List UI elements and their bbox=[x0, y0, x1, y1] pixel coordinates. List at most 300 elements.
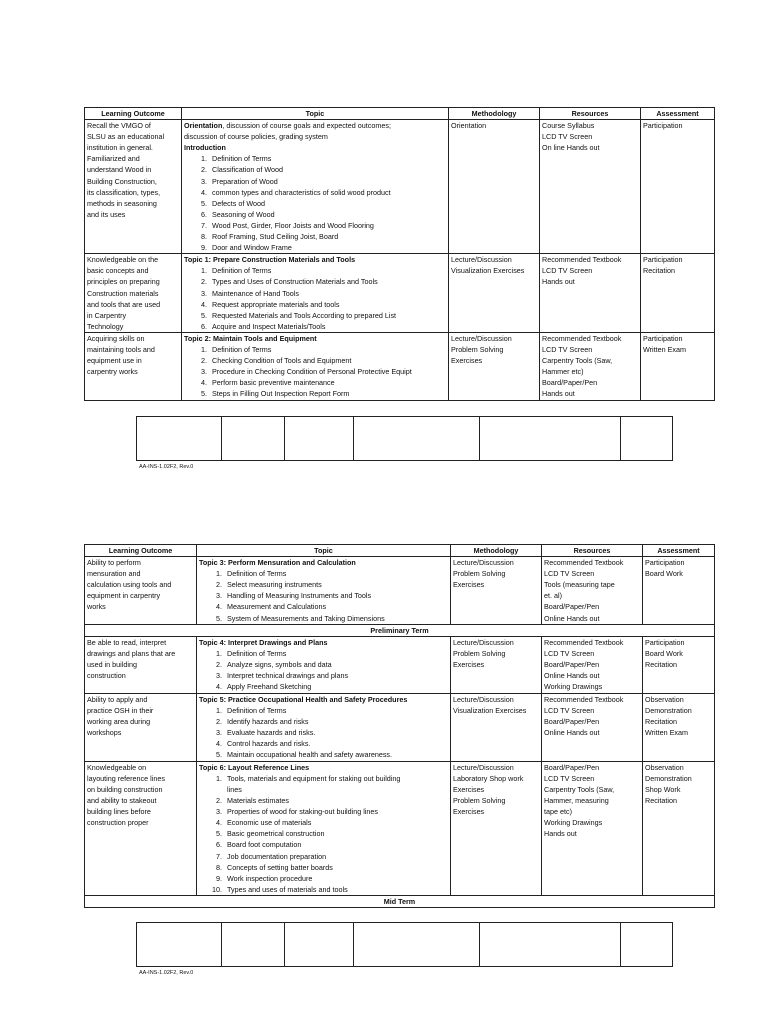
topic-list-item bbox=[184, 377, 446, 388]
cell-line: Exercises bbox=[451, 356, 483, 366]
assessment-cell bbox=[643, 761, 715, 895]
list-item-text: common types and characteristics of solid wood product bbox=[212, 187, 391, 197]
list-item-number: 4. bbox=[216, 739, 222, 749]
cell-line: equipment in carpentry bbox=[87, 591, 161, 601]
topic-list-item bbox=[184, 355, 446, 366]
signature-box-page-2 bbox=[136, 922, 673, 967]
cell-line: Board/Paper/Pen bbox=[544, 716, 600, 726]
signature-cell bbox=[285, 417, 354, 461]
header-learning-outcome: Learning Outcome bbox=[85, 108, 182, 120]
cell-line: Shop Work bbox=[645, 784, 681, 794]
cell-line: mensuration and bbox=[87, 569, 141, 579]
list-item-number: 1. bbox=[201, 266, 207, 276]
cell-line: Participation bbox=[643, 255, 683, 265]
cell-line: LCD TV Screen bbox=[544, 569, 595, 579]
table-row bbox=[85, 254, 715, 333]
topic-list-item bbox=[199, 738, 448, 749]
cell-line: Board/Paper/Pen bbox=[544, 659, 600, 669]
cell-line: working area during bbox=[87, 716, 151, 726]
list-item-number: 2. bbox=[216, 796, 222, 806]
list-item-text: Concepts of setting batter boards bbox=[227, 862, 333, 872]
methodology-cell bbox=[449, 254, 540, 333]
cell-line: On line Hands out bbox=[542, 143, 600, 153]
cell-line: LCD TV Screen bbox=[544, 648, 595, 658]
table-row bbox=[85, 636, 715, 693]
resources-cell bbox=[542, 693, 643, 761]
cell-line: Recitation bbox=[643, 266, 675, 276]
cell-line: works bbox=[87, 602, 106, 612]
topic-list-item bbox=[184, 276, 446, 287]
list-item-text: Control hazards and risks. bbox=[227, 739, 311, 749]
list-item-number: 1. bbox=[216, 705, 222, 715]
cell-line: Construction materials bbox=[87, 288, 159, 298]
resources-cell bbox=[540, 254, 641, 333]
cell-line: tape etc) bbox=[544, 807, 572, 817]
list-item-text: Roof Framing, Stud Ceiling Joist, Board bbox=[212, 232, 339, 242]
header-assessment: Assessment bbox=[641, 108, 715, 120]
cell-line: principles on preparing bbox=[87, 277, 160, 287]
cell-line: Familiarized and bbox=[87, 154, 140, 164]
list-item-number: 1. bbox=[201, 344, 207, 354]
cell-line: Carpentry Tools (Saw, bbox=[542, 356, 613, 366]
list-item-number: 2. bbox=[216, 716, 222, 726]
topic-cell bbox=[182, 332, 449, 400]
topic-list-item bbox=[199, 851, 448, 862]
topic-cell bbox=[197, 557, 451, 625]
form-code: AA-INS-1.02F2, Rev.0 bbox=[139, 464, 194, 470]
cell-line: Online Hands out bbox=[544, 613, 600, 623]
cell-line: Observation bbox=[645, 694, 684, 704]
list-item-text: Requested Materials and Tools According to prepared List bbox=[212, 310, 397, 320]
topic-heading bbox=[199, 557, 448, 568]
topic-list-item bbox=[184, 388, 446, 399]
methodology-cell bbox=[449, 332, 540, 400]
topic-cell bbox=[197, 693, 451, 761]
outcome-cell bbox=[85, 636, 197, 693]
cell-line: workshops bbox=[87, 728, 122, 738]
topic-list-item bbox=[199, 773, 448, 784]
list-item-text: Types and uses of materials and tools bbox=[227, 884, 348, 894]
list-item-number: 2. bbox=[216, 580, 222, 590]
cell-line: LCD TV Screen bbox=[542, 344, 593, 354]
cell-line: construction proper bbox=[87, 818, 149, 828]
list-item-text: Classification of Wood bbox=[212, 165, 283, 175]
cell-line: and ability to stakeout bbox=[87, 796, 157, 806]
topic-list-item bbox=[184, 265, 446, 276]
topic-list-item bbox=[184, 198, 446, 209]
list-item-number: 5. bbox=[201, 310, 207, 320]
cell-line: Demonstration bbox=[645, 773, 692, 783]
topic-list-item bbox=[199, 681, 448, 692]
cell-line: Lecture/Discussion bbox=[453, 762, 514, 772]
cell-line: Board Work bbox=[645, 569, 683, 579]
list-item-number: 5. bbox=[216, 829, 222, 839]
resources-cell bbox=[540, 120, 641, 254]
list-item-text: Definition of Terms bbox=[227, 569, 287, 579]
cell-line: Board/Paper/Pen bbox=[544, 602, 600, 612]
list-item-number: 3. bbox=[201, 176, 207, 186]
cell-line: Hammer etc) bbox=[542, 367, 584, 377]
topic-cell bbox=[182, 254, 449, 333]
cell-line: Written Exam bbox=[645, 728, 689, 738]
cell-line: methods in seasoning bbox=[87, 198, 157, 208]
signature-cell bbox=[621, 923, 673, 967]
list-item-text: Steps in Filling Out Inspection Report Form bbox=[212, 389, 350, 399]
list-item-number: 3. bbox=[216, 807, 222, 817]
cell-line: building lines before bbox=[87, 807, 151, 817]
list-item-number: 4. bbox=[216, 602, 222, 612]
cell-line: carpentry works bbox=[87, 367, 138, 377]
topic-heading-text: Topic 5: Practice Occupational Health and Safety Procedures bbox=[199, 694, 408, 704]
topic-list-item bbox=[199, 568, 448, 579]
cell-line: Working Drawings bbox=[544, 682, 603, 692]
topic-heading bbox=[184, 254, 446, 265]
cell-line: Hands out bbox=[542, 389, 575, 399]
signature-cell bbox=[137, 923, 222, 967]
cell-line: Online Hands out bbox=[544, 671, 600, 681]
methodology-cell bbox=[451, 761, 542, 895]
cell-line: Recall the VMGO of bbox=[87, 121, 151, 131]
list-item-text: Checking Condition of Tools and Equipment bbox=[212, 356, 352, 366]
topic-list-item bbox=[199, 749, 448, 760]
topic-heading bbox=[184, 333, 446, 344]
cell-line: Technology bbox=[87, 321, 124, 331]
topic-heading-text: Topic 2: Maintain Tools and Equipment bbox=[184, 333, 317, 343]
cell-line: and tools that are used bbox=[87, 299, 161, 309]
topic-list-item bbox=[184, 220, 446, 231]
list-item-text: Work inspection procedure bbox=[227, 873, 313, 883]
resources-cell bbox=[540, 332, 641, 400]
list-item-text: Evaluate hazards and risks. bbox=[227, 728, 316, 738]
cell-line: Recitation bbox=[645, 659, 677, 669]
resources-cell bbox=[542, 636, 643, 693]
header-resources: Resources bbox=[540, 108, 641, 120]
cell-line: Recommended Textbook bbox=[542, 333, 622, 343]
cell-line: Participation bbox=[645, 637, 685, 647]
list-item-number: 10. bbox=[212, 884, 222, 894]
list-item-text: Maintenance of Hand Tools bbox=[212, 288, 299, 298]
assessment-cell bbox=[641, 254, 715, 333]
topic-list-item bbox=[199, 828, 448, 839]
cell-line: calculation using tools and bbox=[87, 580, 172, 590]
list-item-text: Definition of Terms bbox=[212, 266, 272, 276]
list-item-text: Perform basic preventive maintenance bbox=[212, 378, 335, 388]
assessment-cell bbox=[643, 693, 715, 761]
header-assessment: Assessment bbox=[643, 545, 715, 557]
cell-line: basic concepts and bbox=[87, 266, 149, 276]
cell-line: maintaining tools and bbox=[87, 344, 155, 354]
topic-list-item bbox=[184, 366, 446, 377]
cell-line: Ability to perform bbox=[87, 558, 141, 568]
outcome-cell bbox=[85, 120, 182, 254]
list-item-text: Door and Window Frame bbox=[212, 243, 292, 253]
cell-line: Acquiring skills on bbox=[87, 333, 145, 343]
cell-line: Lecture/Discussion bbox=[453, 637, 514, 647]
signature-cell bbox=[137, 417, 222, 461]
topic-heading-text: , discussion of course goals and expected outcomes; bbox=[222, 121, 391, 131]
cell-line: Board Work bbox=[645, 648, 683, 658]
table-row bbox=[85, 557, 715, 625]
cell-line: Lecture/Discussion bbox=[451, 255, 512, 265]
list-item-number: 2. bbox=[201, 165, 207, 175]
topic-list-item bbox=[184, 242, 446, 253]
list-item-text: Select measuring instruments bbox=[227, 580, 322, 590]
list-item-number: 2. bbox=[216, 659, 222, 669]
topic-heading bbox=[199, 762, 448, 773]
topic-heading-text: Topic 1: Prepare Construction Materials and Tools bbox=[184, 255, 356, 265]
cell-line: in Carpentry bbox=[87, 310, 127, 320]
signature-cell bbox=[222, 923, 285, 967]
cell-line: Hammer, measuring bbox=[544, 796, 609, 806]
list-item-number: 4. bbox=[201, 299, 207, 309]
cell-line: Recommended Textbook bbox=[544, 558, 624, 568]
cell-line: Knowledgeable on bbox=[87, 762, 147, 772]
topic-heading bbox=[184, 120, 446, 131]
topic-list-item bbox=[184, 288, 446, 299]
outcome-cell bbox=[85, 332, 182, 400]
cell-line: Orientation bbox=[451, 121, 487, 131]
cell-line: Demonstration bbox=[645, 705, 692, 715]
list-item-text: Request appropriate materials and tools bbox=[212, 299, 340, 309]
assessment-cell bbox=[643, 636, 715, 693]
topic-list-item bbox=[199, 648, 448, 659]
methodology-cell bbox=[449, 120, 540, 254]
cell-line: Recommended Textbook bbox=[542, 255, 622, 265]
topic-list-item bbox=[184, 310, 446, 321]
cell-line: Written Exam bbox=[643, 344, 687, 354]
topic-list-item bbox=[199, 716, 448, 727]
table-row bbox=[85, 761, 715, 895]
preliminary-term-label: Preliminary Term bbox=[85, 624, 715, 636]
list-item-number: 6. bbox=[216, 840, 222, 850]
topic-list-item bbox=[199, 579, 448, 590]
cell-line: Working Drawings bbox=[544, 818, 603, 828]
term-row bbox=[85, 624, 715, 636]
cell-line: Knowledgeable on the bbox=[87, 255, 159, 265]
signature-cell bbox=[222, 417, 285, 461]
cell-line: Board/Paper/Pen bbox=[542, 378, 598, 388]
list-item-text: Definition of Terms bbox=[212, 154, 272, 164]
assessment-cell bbox=[641, 120, 715, 254]
list-item-text: Definition of Terms bbox=[227, 705, 287, 715]
syllabus-table-page-2 bbox=[84, 544, 715, 908]
table-row bbox=[85, 332, 715, 400]
methodology-cell bbox=[451, 636, 542, 693]
header-learning-outcome: Learning Outcome bbox=[85, 545, 197, 557]
cell-line: Recitation bbox=[645, 716, 677, 726]
list-item-number: 8. bbox=[216, 862, 222, 872]
cell-line: Ability to apply and bbox=[87, 694, 148, 704]
topic-list-item bbox=[199, 873, 448, 884]
list-item-text: Board foot computation bbox=[227, 840, 302, 850]
cell-line: Problem Solving bbox=[453, 796, 506, 806]
list-item-text: Materials estimates bbox=[227, 796, 289, 806]
list-item-number: 3. bbox=[216, 728, 222, 738]
cell-line: Exercises bbox=[453, 807, 485, 817]
topic-list-item bbox=[184, 231, 446, 242]
list-item-text: Handling of Measuring Instruments and Tools bbox=[227, 591, 372, 601]
topic-list-item bbox=[199, 670, 448, 681]
list-item-number: 4. bbox=[201, 187, 207, 197]
signature-box-page-1 bbox=[136, 416, 673, 461]
list-item-number: 8. bbox=[201, 232, 207, 242]
methodology-cell bbox=[451, 693, 542, 761]
cell-line: LCD TV Screen bbox=[542, 266, 593, 276]
list-item-text: Procedure in Checking Condition of Personal Protective Equipt bbox=[212, 367, 412, 377]
cell-line: Problem Solving bbox=[451, 344, 504, 354]
list-item-text: Basic geometrical construction bbox=[227, 829, 325, 839]
outcome-cell bbox=[85, 557, 197, 625]
list-item-number: 1. bbox=[216, 569, 222, 579]
list-item-text: Identify hazards and risks bbox=[227, 716, 309, 726]
list-item-text: Economic use of materials bbox=[227, 818, 312, 828]
cell-line: practice OSH in their bbox=[87, 705, 154, 715]
list-item-text: Tools, materials and equipment for staking out building bbox=[227, 773, 401, 783]
list-item-text: Job documentation preparation bbox=[227, 851, 327, 861]
cell-line: Recommended Textbook bbox=[544, 637, 624, 647]
cell-line: SLSU as an educational bbox=[87, 132, 165, 142]
cell-line: Participation bbox=[645, 558, 685, 568]
topic-cell bbox=[197, 761, 451, 895]
header-resources: Resources bbox=[542, 545, 643, 557]
cell-line: Visualization Exercises bbox=[451, 266, 525, 276]
table-row bbox=[85, 693, 715, 761]
cell-line: Exercises bbox=[453, 659, 485, 669]
topic-list-item bbox=[199, 590, 448, 601]
cell-line: Recitation bbox=[645, 796, 677, 806]
cell-line: Problem Solving bbox=[453, 648, 506, 658]
list-item-text: Defects of Wood bbox=[212, 198, 266, 208]
list-item-number: 1. bbox=[201, 154, 207, 164]
cell-line: Carpentry Tools (Saw, bbox=[544, 784, 615, 794]
outcome-cell bbox=[85, 693, 197, 761]
cell-line: Recommended Textbook bbox=[544, 694, 624, 704]
cell-line: equipment use in bbox=[87, 356, 142, 366]
list-item-number: 5. bbox=[216, 750, 222, 760]
list-item-number: 9. bbox=[201, 243, 207, 253]
topic-list-item bbox=[199, 601, 448, 612]
topic-list-item bbox=[184, 164, 446, 175]
cell-line: construction bbox=[87, 671, 126, 681]
cell-line: Participation bbox=[643, 121, 683, 131]
cell-line: Hands out bbox=[544, 829, 577, 839]
cell-line: LCD TV Screen bbox=[542, 132, 593, 142]
topic-heading-text: Topic 3: Perform Mensuration and Calculation bbox=[199, 558, 356, 568]
cell-line: used in building bbox=[87, 659, 137, 669]
list-item-number: 3. bbox=[216, 591, 222, 601]
topic-list-item bbox=[199, 705, 448, 716]
topic-list-item bbox=[199, 784, 448, 795]
cell-line: Hands out bbox=[542, 277, 575, 287]
cell-line: Exercises bbox=[453, 784, 485, 794]
cell-line: understand Wood in bbox=[87, 165, 152, 175]
list-item-text: System of Measurements and Taking Dimensions bbox=[227, 613, 385, 623]
cell-line: Course Syllabus bbox=[542, 121, 595, 131]
assessment-cell bbox=[643, 557, 715, 625]
signature-cell bbox=[285, 923, 354, 967]
cell-line: drawings and plans that are bbox=[87, 648, 176, 658]
cell-line: layouting reference lines bbox=[87, 773, 165, 783]
list-item-text: Wood Post, Girder, Floor Joists and Wood Flooring bbox=[212, 220, 374, 230]
topic-heading-text: Introduction bbox=[184, 143, 226, 153]
outcome-cell bbox=[85, 761, 197, 895]
assessment-cell bbox=[641, 332, 715, 400]
header-methodology: Methodology bbox=[451, 545, 542, 557]
list-item-text: Analyze signs, symbols and data bbox=[227, 659, 332, 669]
cell-line: Problem Solving bbox=[453, 569, 506, 579]
cell-line: Laboratory Shop work bbox=[453, 773, 524, 783]
cell-line: Lecture/Discussion bbox=[453, 558, 514, 568]
topic-list-item bbox=[199, 862, 448, 873]
list-item-text: Apply Freehand Sketching bbox=[227, 682, 312, 692]
cell-line: Board/Paper/Pen bbox=[544, 762, 600, 772]
list-item-number: 7. bbox=[216, 851, 222, 861]
list-item-number: 2. bbox=[201, 356, 207, 366]
topic-list-item bbox=[199, 817, 448, 828]
cell-line: institution in general. bbox=[87, 143, 153, 153]
signature-cell bbox=[354, 923, 480, 967]
syllabus-table-page-1 bbox=[84, 107, 715, 401]
cell-line: Online Hands out bbox=[544, 728, 600, 738]
topic-list-item bbox=[199, 795, 448, 806]
list-item-number: 3. bbox=[201, 288, 207, 298]
topic-heading-text: discussion of course policies, grading system bbox=[184, 132, 328, 142]
cell-line: and its uses bbox=[87, 209, 126, 219]
list-item-text: Definition of Terms bbox=[227, 648, 287, 658]
signature-cell bbox=[354, 417, 480, 461]
list-item-number: 9. bbox=[216, 873, 222, 883]
header-topic: Topic bbox=[182, 108, 449, 120]
list-item-text: Definition of Terms bbox=[212, 344, 272, 354]
list-item-number: 3. bbox=[201, 367, 207, 377]
table-row bbox=[85, 120, 715, 254]
signature-cell bbox=[621, 417, 673, 461]
cell-line: LCD TV Screen bbox=[544, 705, 595, 715]
cell-line: its classification, types, bbox=[87, 187, 161, 197]
list-item-number: 1. bbox=[216, 773, 222, 783]
topic-list-item bbox=[184, 209, 446, 220]
topic-heading bbox=[184, 131, 446, 142]
methodology-cell bbox=[451, 557, 542, 625]
list-item-number: 6. bbox=[201, 209, 207, 219]
mid-term-label: Mid Term bbox=[85, 895, 715, 907]
list-item-text: Seasoning of Wood bbox=[212, 209, 275, 219]
cell-line: et. al) bbox=[544, 591, 562, 601]
topic-list-item bbox=[184, 344, 446, 355]
topic-list-item bbox=[199, 659, 448, 670]
topic-list-item bbox=[184, 299, 446, 310]
topic-heading bbox=[199, 694, 448, 705]
topic-list-item bbox=[184, 187, 446, 198]
cell-line: Observation bbox=[645, 762, 684, 772]
list-item-text: Properties of wood for staking-out building lines bbox=[227, 807, 379, 817]
outcome-cell bbox=[85, 254, 182, 333]
topic-list-item bbox=[199, 727, 448, 738]
list-item-number: 5. bbox=[201, 389, 207, 399]
cell-line: Lecture/Discussion bbox=[453, 694, 514, 704]
topic-heading-text: Topic 4: Interpret Drawings and Plans bbox=[199, 637, 328, 647]
cell-line: Exercises bbox=[453, 580, 485, 590]
cell-line: Participation bbox=[643, 333, 683, 343]
cell-line: Be able to read, interpret bbox=[87, 637, 167, 647]
list-item-number: 4. bbox=[216, 818, 222, 828]
header-topic: Topic bbox=[197, 545, 451, 557]
list-item-number: 5. bbox=[216, 613, 222, 623]
list-item-text: Acquire and Inspect Materials/Tools bbox=[212, 321, 326, 331]
cell-line: Building Construction, bbox=[87, 176, 157, 186]
signature-cell bbox=[480, 417, 621, 461]
cell-line: Lecture/Discussion bbox=[451, 333, 512, 343]
